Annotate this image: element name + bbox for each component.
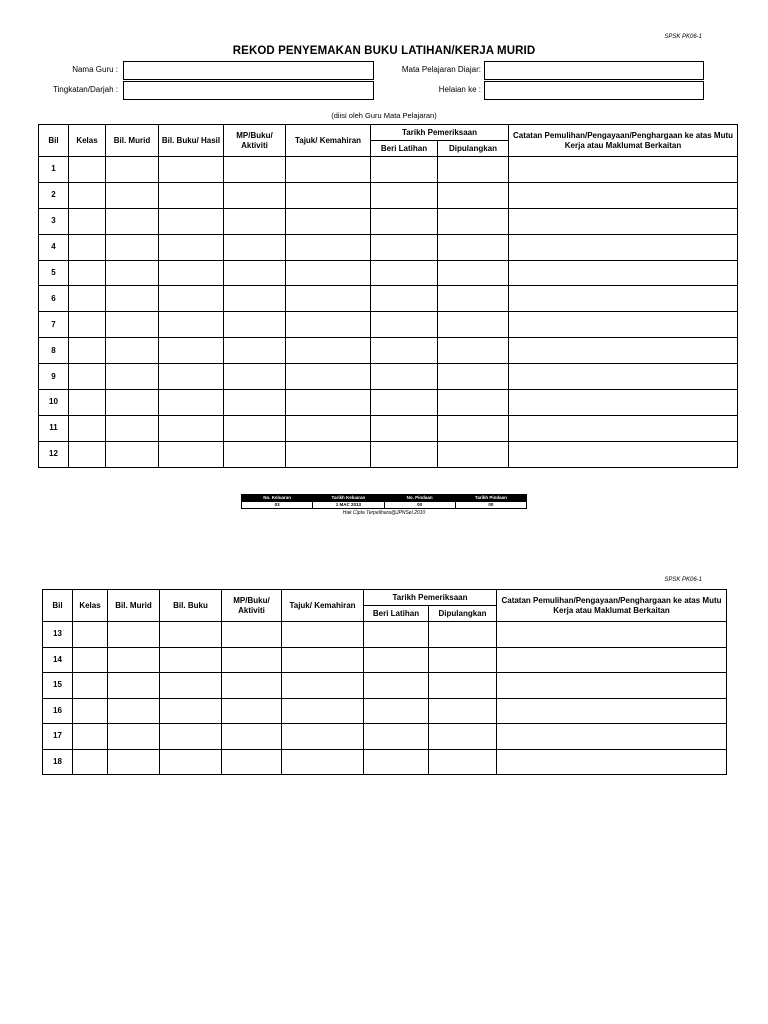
table-cell[interactable] — [509, 415, 738, 441]
table-cell[interactable] — [509, 441, 738, 467]
table-cell[interactable] — [497, 724, 727, 750]
table-cell[interactable] — [224, 260, 286, 286]
row-number: 14 — [43, 647, 73, 673]
header-bil-murid: Bil. Murid — [108, 590, 160, 622]
table-cell[interactable] — [438, 182, 509, 208]
nama-guru-label: Nama Guru : — [72, 65, 118, 74]
document-meta — [241, 494, 527, 509]
table-cell[interactable] — [106, 441, 159, 467]
header-tarikh: Tarikh Pemeriksaan — [364, 590, 497, 606]
table-cell[interactable] — [106, 390, 159, 416]
table-cell[interactable] — [438, 338, 509, 364]
table-cell[interactable] — [160, 698, 222, 724]
header-tajuk: Tajuk/ Kemahiran — [286, 125, 371, 157]
table-cell[interactable] — [286, 260, 371, 286]
table-cell[interactable] — [159, 286, 224, 312]
table-cell[interactable] — [509, 260, 738, 286]
table-cell[interactable] — [73, 698, 108, 724]
table-row — [43, 622, 727, 648]
table-cell[interactable] — [69, 182, 106, 208]
table-cell[interactable] — [286, 364, 371, 390]
table-cell[interactable] — [224, 338, 286, 364]
table-cell[interactable] — [73, 673, 108, 699]
row-number: 9 — [39, 364, 69, 390]
table-cell[interactable] — [224, 182, 286, 208]
table-cell[interactable] — [509, 312, 738, 338]
table-cell[interactable] — [429, 622, 497, 648]
table-cell[interactable] — [106, 260, 159, 286]
table-cell[interactable] — [106, 312, 159, 338]
table-cell[interactable] — [509, 364, 738, 390]
header-kelas: Kelas — [69, 125, 106, 157]
table-cell[interactable] — [509, 390, 738, 416]
header-dipulangkan: Dipulangkan — [438, 141, 509, 157]
table-cell[interactable] — [160, 724, 222, 750]
table-cell[interactable] — [69, 234, 106, 260]
table-cell[interactable] — [286, 182, 371, 208]
tingkatan-label: Tingkatan/Darjah : — [52, 85, 118, 94]
header-bil-buku: Bil. Buku — [160, 590, 222, 622]
table-row — [43, 749, 727, 775]
table-cell[interactable] — [159, 234, 224, 260]
table-cell[interactable] — [224, 364, 286, 390]
table-cell[interactable] — [438, 441, 509, 467]
table-cell[interactable] — [438, 234, 509, 260]
table-cell[interactable] — [159, 182, 224, 208]
table-cell[interactable] — [159, 260, 224, 286]
page-title: REKOD PENYEMAKAN BUKU LATIHAN/KERJA MURID — [232, 45, 536, 57]
table-cell[interactable] — [108, 673, 160, 699]
mata-pelajaran-field[interactable] — [484, 61, 704, 80]
table-cell[interactable] — [106, 157, 159, 183]
table-cell[interactable] — [371, 312, 438, 338]
table-cell[interactable] — [497, 673, 727, 699]
tingkatan-field[interactable] — [123, 81, 374, 100]
meta-header: No. Pindaan — [384, 495, 455, 502]
table-cell[interactable] — [371, 415, 438, 441]
meta-header: Tarikh Keluaran — [313, 495, 384, 502]
table-cell[interactable] — [364, 724, 429, 750]
table-cell[interactable] — [69, 390, 106, 416]
form-code: SPSK PK06-1 — [664, 34, 702, 40]
table-cell[interactable] — [224, 312, 286, 338]
table-cell[interactable] — [159, 441, 224, 467]
header-bil-buku: Bil. Buku/ Hasil — [159, 125, 224, 157]
header-dipulangkan: Dipulangkan — [429, 606, 497, 622]
table-cell[interactable] — [106, 234, 159, 260]
table-cell[interactable] — [108, 749, 160, 775]
row-number: 8 — [39, 338, 69, 364]
nama-guru-field[interactable] — [123, 61, 374, 80]
header-bil: Bil — [39, 125, 69, 157]
table-cell[interactable] — [282, 622, 364, 648]
header-mp: MP/Buku/ Aktiviti — [224, 125, 286, 157]
table-row — [43, 647, 727, 673]
table-cell[interactable] — [282, 698, 364, 724]
table-cell[interactable] — [364, 622, 429, 648]
header-kelas: Kelas — [73, 590, 108, 622]
table-cell[interactable] — [286, 312, 371, 338]
row-number: 16 — [43, 698, 73, 724]
row-number: 1 — [39, 157, 69, 183]
table-cell[interactable] — [371, 364, 438, 390]
table-cell[interactable] — [69, 338, 106, 364]
table-cell[interactable] — [438, 312, 509, 338]
table-cell[interactable] — [286, 208, 371, 234]
table-cell[interactable] — [509, 338, 738, 364]
table-cell[interactable] — [222, 724, 282, 750]
table-cell[interactable] — [438, 390, 509, 416]
table-cell[interactable] — [509, 208, 738, 234]
table-cell[interactable] — [364, 749, 429, 775]
table-cell[interactable] — [438, 286, 509, 312]
table-cell[interactable] — [108, 647, 160, 673]
table-row — [39, 182, 738, 208]
row-number: 11 — [39, 415, 69, 441]
table-cell[interactable] — [438, 260, 509, 286]
table-cell[interactable] — [509, 157, 738, 183]
table-cell[interactable] — [222, 698, 282, 724]
table-cell[interactable] — [224, 234, 286, 260]
table-cell[interactable] — [69, 157, 106, 183]
table-cell[interactable] — [371, 234, 438, 260]
record-table-1-body — [39, 157, 738, 468]
table-cell[interactable] — [286, 338, 371, 364]
table-cell[interactable] — [159, 157, 224, 183]
table-cell[interactable] — [106, 364, 159, 390]
table-cell[interactable] — [160, 647, 222, 673]
header-beri-latihan: Beri Latihan — [364, 606, 429, 622]
header-tarikh: Tarikh Pemeriksaan — [371, 125, 509, 141]
meta-value: 03 — [242, 502, 313, 509]
table-row — [39, 441, 738, 467]
form-code-2: SPSK PK06-1 — [664, 577, 702, 583]
table-cell[interactable] — [497, 647, 727, 673]
copyright: Hak Cipta Terpelihara@JPNSel.2010 — [342, 510, 426, 516]
table-cell[interactable] — [509, 286, 738, 312]
table-cell[interactable] — [159, 312, 224, 338]
table-cell[interactable] — [438, 208, 509, 234]
table-row — [43, 673, 727, 699]
helaian-field[interactable] — [484, 81, 704, 100]
header-mp: MP/Buku/ Aktiviti — [222, 590, 282, 622]
table-cell[interactable] — [438, 415, 509, 441]
record-table-2 — [42, 589, 727, 775]
table-cell[interactable] — [371, 208, 438, 234]
table-row — [39, 364, 738, 390]
table-cell[interactable] — [371, 286, 438, 312]
table-row — [39, 338, 738, 364]
table-cell[interactable] — [106, 208, 159, 234]
table-cell[interactable] — [509, 234, 738, 260]
table-cell[interactable] — [224, 441, 286, 467]
meta-value: 00 — [455, 502, 526, 509]
table-cell[interactable] — [159, 208, 224, 234]
table-cell[interactable] — [371, 390, 438, 416]
row-number: 12 — [39, 441, 69, 467]
table-cell[interactable] — [69, 286, 106, 312]
row-number: 5 — [39, 260, 69, 286]
table-cell[interactable] — [159, 415, 224, 441]
fill-note: (diisi oleh Guru Mata Pelajaran) — [331, 111, 437, 120]
table-cell[interactable] — [364, 673, 429, 699]
table-cell[interactable] — [497, 698, 727, 724]
table-cell[interactable] — [282, 647, 364, 673]
table-cell[interactable] — [497, 749, 727, 775]
table-cell[interactable] — [69, 312, 106, 338]
record-table-1 — [38, 124, 738, 468]
table-cell[interactable] — [222, 749, 282, 775]
table-cell[interactable] — [106, 286, 159, 312]
table-cell[interactable] — [222, 622, 282, 648]
table-cell[interactable] — [286, 415, 371, 441]
table-cell[interactable] — [371, 441, 438, 467]
table-cell[interactable] — [429, 698, 497, 724]
header-catatan: Catatan Pemulihan/Pengayaan/Penghargaan ke atas Mutu Kerja atau Maklumat Berkaitan — [497, 590, 727, 622]
helaian-label: Helaian ke : — [438, 85, 481, 94]
row-number: 7 — [39, 312, 69, 338]
table-cell[interactable] — [106, 338, 159, 364]
table-cell[interactable] — [160, 673, 222, 699]
table-cell[interactable] — [224, 208, 286, 234]
row-number: 4 — [39, 234, 69, 260]
row-number: 15 — [43, 673, 73, 699]
table-row — [39, 415, 738, 441]
table-cell[interactable] — [69, 415, 106, 441]
header-beri-latihan: Beri Latihan — [371, 141, 438, 157]
table-row — [39, 312, 738, 338]
table-row — [39, 234, 738, 260]
record-table-2-body — [43, 622, 727, 775]
table-cell[interactable] — [69, 441, 106, 467]
table-cell[interactable] — [282, 673, 364, 699]
table-cell[interactable] — [108, 622, 160, 648]
table-cell[interactable] — [364, 698, 429, 724]
row-number: 13 — [43, 622, 73, 648]
table-cell[interactable] — [224, 157, 286, 183]
table-cell[interactable] — [371, 260, 438, 286]
table-row — [43, 698, 727, 724]
row-number: 18 — [43, 749, 73, 775]
table-cell[interactable] — [371, 157, 438, 183]
meta-value: 1 MAC 2013 — [313, 502, 384, 509]
header-catatan: Catatan Pemulihan/Pengayaan/Penghargaan ke atas Mutu Kerja atau Maklumat Berkaitan — [509, 125, 738, 157]
table-cell[interactable] — [286, 286, 371, 312]
table-cell[interactable] — [224, 286, 286, 312]
table-cell[interactable] — [438, 364, 509, 390]
table-cell[interactable] — [286, 157, 371, 183]
table-cell[interactable] — [108, 724, 160, 750]
table-cell[interactable] — [69, 208, 106, 234]
table-cell[interactable] — [222, 673, 282, 699]
table-cell[interactable] — [159, 364, 224, 390]
table-cell[interactable] — [286, 390, 371, 416]
table-cell[interactable] — [429, 647, 497, 673]
table-cell[interactable] — [224, 415, 286, 441]
table-cell[interactable] — [429, 673, 497, 699]
table-cell[interactable] — [429, 749, 497, 775]
table-cell[interactable] — [73, 724, 108, 750]
row-number: 2 — [39, 182, 69, 208]
table-cell[interactable] — [509, 182, 738, 208]
table-cell[interactable] — [224, 390, 286, 416]
meta-header: No. Keluaran — [242, 495, 313, 502]
table-row — [43, 724, 727, 750]
table-row — [39, 390, 738, 416]
meta-value: 00 — [384, 502, 455, 509]
table-row — [39, 286, 738, 312]
table-cell[interactable] — [371, 338, 438, 364]
table-cell[interactable] — [286, 234, 371, 260]
table-cell[interactable] — [69, 260, 106, 286]
table-cell[interactable] — [108, 698, 160, 724]
table-cell[interactable] — [371, 182, 438, 208]
table-cell[interactable] — [73, 749, 108, 775]
table-row — [39, 208, 738, 234]
header-tajuk: Tajuk/ Kemahiran — [282, 590, 364, 622]
table-row — [39, 260, 738, 286]
table-cell[interactable] — [497, 622, 727, 648]
table-cell[interactable] — [282, 749, 364, 775]
table-cell[interactable] — [438, 157, 509, 183]
header-bil-murid: Bil. Murid — [106, 125, 159, 157]
table-cell[interactable] — [364, 647, 429, 673]
table-cell[interactable] — [73, 622, 108, 648]
meta-header: Tarikh Pindaan — [455, 495, 526, 502]
table-cell[interactable] — [159, 390, 224, 416]
mata-pelajaran-label: Mata Pelajaran Diajar: — [401, 65, 481, 74]
table-cell[interactable] — [106, 182, 159, 208]
table-cell[interactable] — [69, 364, 106, 390]
row-number: 17 — [43, 724, 73, 750]
row-number: 6 — [39, 286, 69, 312]
table-cell[interactable] — [160, 622, 222, 648]
table-cell[interactable] — [159, 338, 224, 364]
header-bil: Bil — [43, 590, 73, 622]
table-cell[interactable] — [429, 724, 497, 750]
row-number: 10 — [39, 390, 69, 416]
table-cell[interactable] — [286, 441, 371, 467]
table-cell[interactable] — [222, 647, 282, 673]
table-cell[interactable] — [73, 647, 108, 673]
row-number: 3 — [39, 208, 69, 234]
table-cell[interactable] — [282, 724, 364, 750]
table-row — [39, 157, 738, 183]
table-cell[interactable] — [106, 415, 159, 441]
table-cell[interactable] — [160, 749, 222, 775]
